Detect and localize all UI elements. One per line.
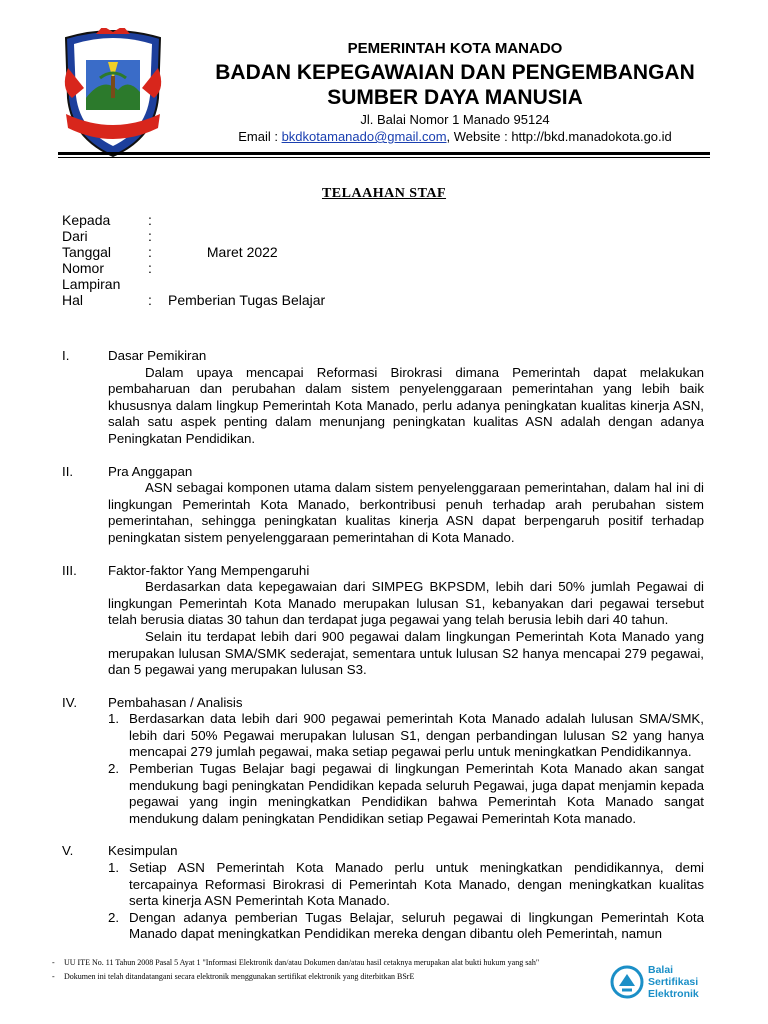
bsre-text-line2: Sertifikasi bbox=[648, 976, 699, 988]
section-dasar-pemikiran bbox=[62, 348, 704, 448]
manado-coat-of-arms-logo bbox=[58, 28, 168, 160]
meta-key: Nomor bbox=[62, 260, 105, 276]
section-kesimpulan bbox=[62, 843, 704, 943]
footer-bullet: - bbox=[52, 972, 55, 981]
meta-key: Kepada bbox=[62, 212, 111, 228]
meta-value: Pemberian Tugas Belajar bbox=[168, 292, 326, 308]
section-number: I. bbox=[62, 348, 70, 363]
meta-value: Maret 2022 bbox=[168, 244, 278, 260]
meta-colon: : bbox=[148, 244, 152, 260]
meta-colon: : bbox=[148, 292, 152, 308]
document-body bbox=[62, 348, 704, 959]
list-text: Pemberian Tugas Belajar bagi pegawai di lingkungan Pemerintah Kota Manado akan sangat mendukung bagi peningkatan Pendidikan kepada seluruh Pegawai, juga dapat menjamin kepada pegawai yang ingin meningkatkan Pendidikan bahwa Pemerintah Kota Manado sangat mendukung dalam peningkatan Pendidikan setiap Pegawai Pemerintah Kota manado. bbox=[129, 761, 704, 826]
footer-note-text: UU ITE No. 11 Tahun 2008 Pasal 5 Ayat 1 "Informasi Elektronik dan/atau Dokumen dan/atau hasil cetaknya merupakan alat bukti hukum yang sah" bbox=[64, 958, 540, 967]
meta-key: Tanggal bbox=[62, 244, 112, 260]
footer-notes bbox=[52, 958, 602, 986]
header-rule-thick bbox=[58, 152, 710, 155]
list-number: 1. bbox=[108, 860, 120, 876]
meta-key: Dari bbox=[62, 228, 88, 244]
section-pra-anggapan bbox=[62, 464, 704, 547]
list-item bbox=[108, 910, 704, 943]
section-number: V. bbox=[62, 843, 74, 859]
list-number: 1. bbox=[108, 711, 120, 727]
section-title: Kesimpulan bbox=[108, 843, 178, 859]
bsre-logo bbox=[610, 960, 720, 1004]
bsre-text-line1: Balai bbox=[648, 964, 674, 976]
list-text: Dengan adanya pemberian Tugas Belajar, seluruh pegawai di lingkungan Pemerintah Kota Manado dapat meningkatkan Pendidikan mereka dengan dibantu oleh Pemerintah, namun bbox=[129, 909, 704, 942]
section-title: Pra Anggapan bbox=[108, 463, 193, 479]
meta-colon: : bbox=[148, 228, 152, 244]
footer-note bbox=[52, 958, 602, 968]
agency-address bbox=[170, 111, 740, 145]
list-number: 2. bbox=[108, 909, 120, 925]
contact-line bbox=[170, 128, 740, 145]
section-number: II. bbox=[62, 463, 74, 479]
list-item bbox=[108, 860, 704, 910]
list-number: 2. bbox=[108, 761, 120, 777]
section-paragraph: Berdasarkan data kepegawaian dari SIMPEG BKPSDM, lebih dari 50% jumlah Pegawai di lingkungan Pemerintah Kota Manado merupakan lulusan S1, kebanyakan dari pegawai tersebut telah berusia diatas 30 tahun dan terdapat juga pegawai yang telah berusia lebih dari 40 tahun. bbox=[108, 579, 704, 628]
footer-note-text: Dokumen ini telah ditandatangani secara elektronik menggunakan sertifikat elektronik yang diterbitkan BSrE bbox=[64, 972, 415, 981]
email-prefix: Email : bbox=[238, 129, 282, 144]
list-text: Berdasarkan data lebih dari 900 pegawai pemerintah Kota Manado adalah lulusan SMA/SMK, lebih dari 50% Pegawai merupakan lulusan S1, dengan perbandingan lulusan S2 yang hanya mencapai 279 jumlah pegawai, maka setiap pegawai perlu untuk meningkatkan Pendidikannya. bbox=[129, 711, 704, 760]
bsre-emblem-icon bbox=[610, 962, 644, 1002]
section-pembahasan bbox=[62, 695, 704, 828]
section-paragraph: Selain itu terdapat lebih dari 900 pegawai dalam lingkungan Pemerintah Kota Manado yang merupakan lulusan SMA/SMK sederajat, sementara untuk lulusan S2 hanya mencapai 279 pegawai, dan 5 pegawai yang merupakan lulusan S3. bbox=[108, 628, 704, 678]
agency-name-line2: SUMBER DAYA MANUSIA bbox=[327, 86, 583, 109]
email-link[interactable]: bkdkotamanado@gmail.com bbox=[281, 129, 447, 144]
agency-name-line1: BADAN KEPEGAWAIAN DAN PENGEMBANGAN bbox=[215, 61, 695, 84]
list-item bbox=[108, 761, 704, 827]
street-address: Jl. Balai Nomor 1 Manado 95124 bbox=[360, 112, 550, 127]
bsre-text bbox=[648, 964, 699, 1000]
meta-colon: : bbox=[148, 260, 152, 276]
list-item bbox=[108, 711, 704, 761]
footer-bullet: - bbox=[52, 958, 55, 967]
section-paragraph: ASN sebagai komponen utama dalam sistem penyelenggaraan pemerintahan, dalam hal ini di lingkungan Pemerintah Kota Manado, berkontribusi penuh terhadap arah perubahan sistem pemerintahan, sehingga peningkatan kualitas kinerja ASN dapat berpengaruh positif terhadap peningkatan sistem penyelenggaraan pemerintahan di Kota Manado. bbox=[108, 480, 704, 545]
meta-colon: : bbox=[148, 212, 152, 228]
meta-key: Lampiran bbox=[62, 276, 121, 292]
website-text: , Website : http://bkd.manadokota.go.id bbox=[446, 129, 672, 144]
section-title: Faktor-faktor Yang Mempengaruhi bbox=[108, 562, 310, 578]
section-faktor bbox=[62, 563, 704, 679]
section-title: Pembahasan / Analisis bbox=[108, 694, 243, 710]
section-paragraph: Dalam upaya mencapai Reformasi Birokrasi dimana Pemerintah dapat melakukan pembaharuan dan perubahan dalam sistem penyelenggaraan pemerintahan yang lebih baik khususnya dalam lingkup Pemerintah Kota Manado, perlu adanya peningkatan kualitas kinerja ASN, salah satu aspek penting dalam menunjang peningkatan kualitas ASN adalah dengan adanya Peningkatan Pendidikan. bbox=[108, 364, 704, 446]
list-text: Setiap ASN Pemerintah Kota Manado perlu untuk meningkatkan pendidikannya, demi tercapainya Reformasi Birokrasi di Pemerintah Kota Manado, dengan meningkatkan kualitas serta kinerja ASN Pemerintah Kota Manado. bbox=[129, 860, 704, 909]
footer-note bbox=[52, 972, 602, 982]
section-title: Dasar Pemikiran bbox=[108, 348, 207, 363]
meta-key: Hal bbox=[62, 292, 84, 308]
agency-name bbox=[170, 60, 740, 110]
section-number: III. bbox=[62, 562, 77, 578]
header-rule-thin bbox=[58, 157, 710, 158]
document-title: TELAAHAN STAF bbox=[321, 186, 447, 201]
bsre-text-line3: Elektronik bbox=[648, 988, 699, 1000]
government-name: PEMERINTAH KOTA MANADO bbox=[347, 40, 563, 57]
section-number: IV. bbox=[62, 694, 78, 710]
